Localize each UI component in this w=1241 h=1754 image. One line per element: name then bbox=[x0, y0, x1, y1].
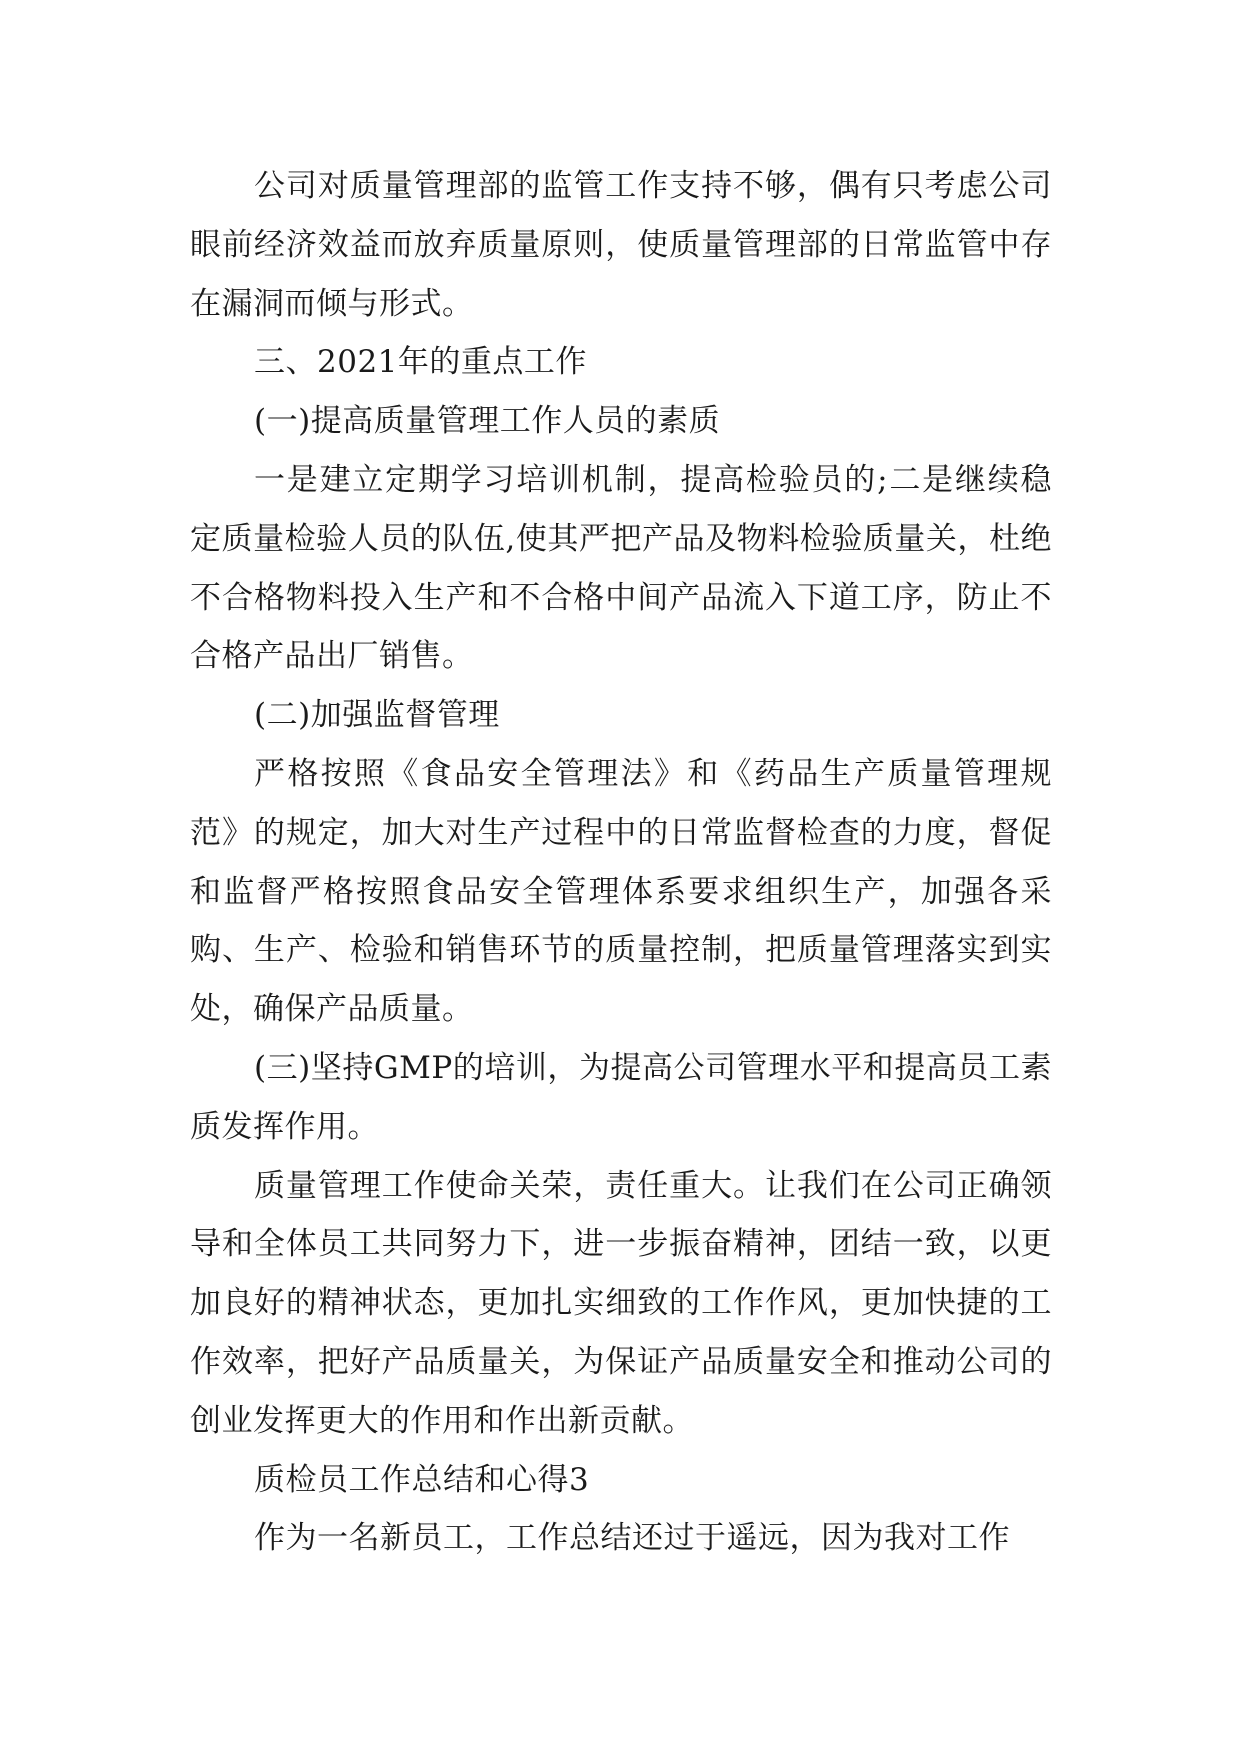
paragraph-regulations: 严格按照《食品安全管理法》和《药品生产质量管理规范》的规定，加大对生产过程中的日常监督检查的力度，督促和监督严格按照食品安全管理体系要求组织生产，加强各采购、生产、检验和销售环节的质量控制，把质量管理落实到实处，确保产品质量。 bbox=[190, 755, 1052, 1028]
paragraph-training-mechanism: 一是建立定期学习培训机制，提高检验员的;二是继续稳定质量检验人员的队伍,使其严把产品及物料检验质量关，杜绝不合格物料投入生产和不合格中间产品流入下道工序，防止不合格产品出厂销售。 bbox=[190, 461, 1052, 675]
section-title-summary-3: 质检员工作总结和心得3 bbox=[254, 1461, 590, 1498]
paragraph-mission: 质量管理工作使命关荣，责任重大。让我们在公司正确领导和全体员工共同努力下，进一步振奋精神，团结一致，以更加良好的精神状态，更加扎实细致的工作作风，更加快捷的工作效率，把好产品质量关，为保证产品质量安全和推动公司的创业发挥更大的作用和作出新贡献。 bbox=[190, 1167, 1052, 1439]
subheading-gmp-training: (三)坚持GMP的培训，为提高公司管理水平和提高员工素质发挥作用。 bbox=[190, 1049, 1052, 1145]
subheading-supervision: (二)加强监督管理 bbox=[254, 697, 500, 734]
paragraph-new-employee: 作为一名新员工，工作总结还过于遥远，因为我对工作 bbox=[254, 1520, 1010, 1557]
document-body bbox=[190, 157, 1052, 1568]
subheading-staff-quality: (一)提高质量管理工作人员的素质 bbox=[254, 403, 721, 440]
section-heading-key-work: 三、2021年的重点工作 bbox=[254, 344, 587, 381]
paragraph-support-issue: 公司对质量管理部的监管工作支持不够，偶有只考虑公司眼前经济效益而放弃质量原则，使质量管理部的日常监管中存在漏洞而倾与形式。 bbox=[190, 168, 1052, 322]
